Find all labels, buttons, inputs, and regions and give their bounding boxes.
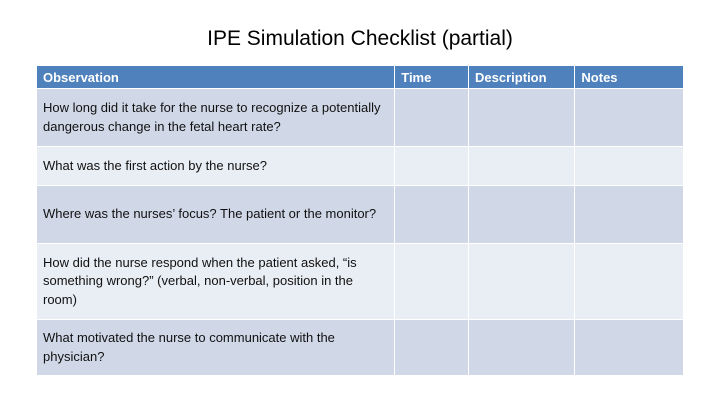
notes-cell [575, 320, 684, 376]
description-cell [469, 186, 575, 244]
column-header-observation: Observation [37, 66, 395, 89]
observation-cell: Where was the nurses’ focus? The patient or the monitor? [37, 186, 395, 244]
checklist-table [36, 65, 684, 376]
description-cell [469, 244, 575, 320]
observation-cell: What motivated the nurse to communicate with the physician? [37, 320, 395, 376]
slide-title: IPE Simulation Checklist (partial) [207, 27, 513, 50]
notes-cell [575, 147, 684, 186]
column-header-description: Description [469, 66, 575, 89]
time-cell [395, 320, 469, 376]
time-cell [395, 244, 469, 320]
time-cell [395, 89, 469, 147]
table-header-row [37, 66, 684, 89]
description-cell [469, 147, 575, 186]
notes-cell [575, 89, 684, 147]
description-cell [469, 89, 575, 147]
table-row [37, 147, 684, 186]
table-row [37, 320, 684, 376]
time-cell [395, 147, 469, 186]
observation-cell: How did the nurse respond when the patient asked, “is something wrong?” (verbal, non-verbal, position in the room) [37, 244, 395, 320]
observation-cell: What was the first action by the nurse? [37, 147, 395, 186]
notes-cell [575, 186, 684, 244]
table-row [37, 186, 684, 244]
table-row [37, 89, 684, 147]
observation-cell: How long did it take for the nurse to recognize a potentially dangerous change in the fetal heart rate? [37, 89, 395, 147]
description-cell [469, 320, 575, 376]
column-header-notes: Notes [575, 66, 684, 89]
table-row [37, 244, 684, 320]
notes-cell [575, 244, 684, 320]
column-header-time: Time [395, 66, 469, 89]
time-cell [395, 186, 469, 244]
